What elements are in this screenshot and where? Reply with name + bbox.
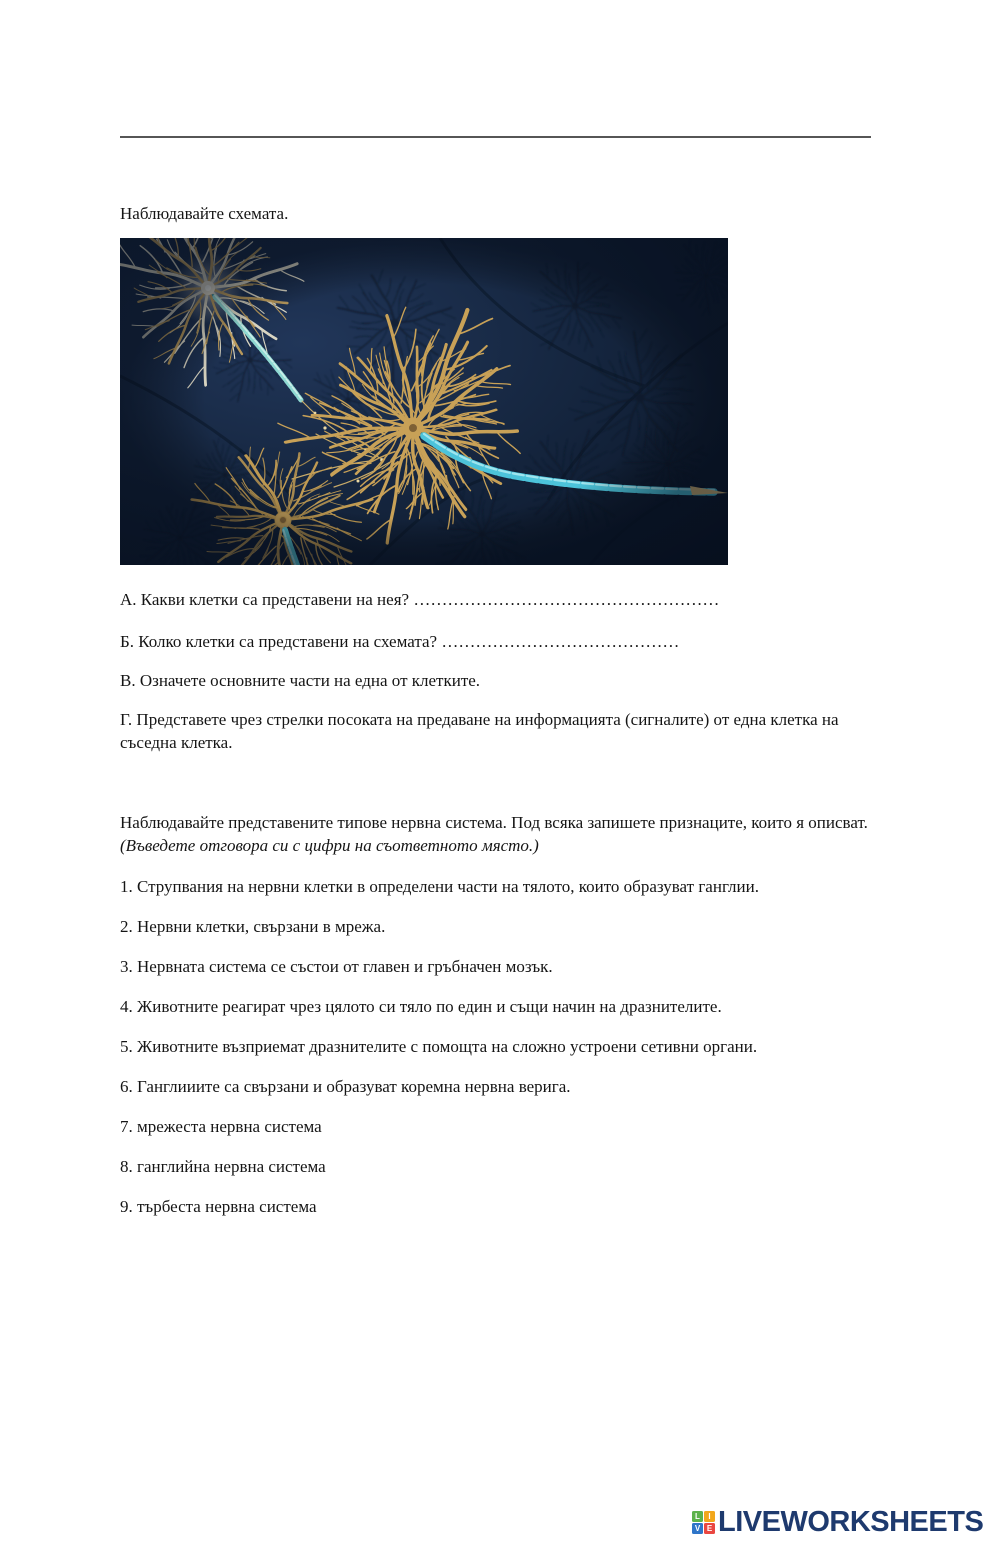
question-v: В. Означете основните части на една от клетките. bbox=[120, 671, 481, 690]
statement-5: 5. Животните възприемат дразнителите с помощта на сложно устроени сетивни органи. bbox=[120, 1037, 758, 1056]
answer-dots-b[interactable]: …………………………………… bbox=[441, 632, 680, 651]
liveworksheets-logo[interactable] bbox=[692, 1506, 983, 1539]
statement-2: 2. Нервни клетки, свързани в мрежа. bbox=[120, 917, 386, 936]
statement-1: 1. Струпвания на нервни клетки в определени части на тялото, които образуват ганглии. bbox=[120, 877, 759, 896]
question-a-text: А. Какви клетки са представени на нея? bbox=[120, 590, 414, 609]
logo-square-i: I bbox=[704, 1511, 715, 1522]
instructions bbox=[120, 811, 880, 857]
instructions-text: Наблюдавайте представените типове нервна система. Под всяка запишете признаците, които я описват. bbox=[120, 813, 868, 832]
logo-wordmark: LIVEWORKSHEETS bbox=[718, 1506, 984, 1538]
question-a bbox=[120, 588, 880, 611]
logo-square-v: V bbox=[692, 1523, 703, 1534]
statement-8: 8. ганглийна нервна система bbox=[120, 1157, 326, 1176]
neuron-illustration bbox=[120, 238, 728, 565]
vignette bbox=[120, 238, 728, 565]
statement-9: 9. търбеста нервна система bbox=[120, 1197, 317, 1216]
section-title: Наблюдавайте схемата. bbox=[120, 204, 289, 223]
statement-7: 7. мрежеста нервна система bbox=[120, 1117, 322, 1136]
statement-6: 6. Ганглииите са свързани и образуват коремна нервна верига. bbox=[120, 1077, 571, 1096]
answer-dots-a[interactable]: ……………………………………………… bbox=[413, 590, 720, 609]
neuron-diagram bbox=[120, 238, 728, 565]
question-b bbox=[120, 630, 880, 653]
statement-4: 4. Животните реагират чрез цялото си тяло по един и същи начин на дразнителите. bbox=[120, 997, 722, 1016]
instructions-note: (Въведете отговора си с цифри на съответното място.) bbox=[120, 836, 539, 855]
worksheet-page bbox=[120, 136, 880, 1218]
logo-mark bbox=[692, 1511, 715, 1534]
statement-3: 3. Нервната система се състои от главен и гръбначен мозък. bbox=[120, 957, 553, 976]
logo-square-l: L bbox=[692, 1511, 703, 1522]
logo-square-e: E bbox=[704, 1523, 715, 1534]
question-g: Г. Представете чрез стрелки посоката на предаване на информацията (сигналите) от една клетка на съседна клетка. bbox=[120, 710, 839, 752]
top-divider bbox=[120, 136, 871, 138]
question-b-text: Б. Колко клетки са представени на схемата? bbox=[120, 632, 442, 651]
